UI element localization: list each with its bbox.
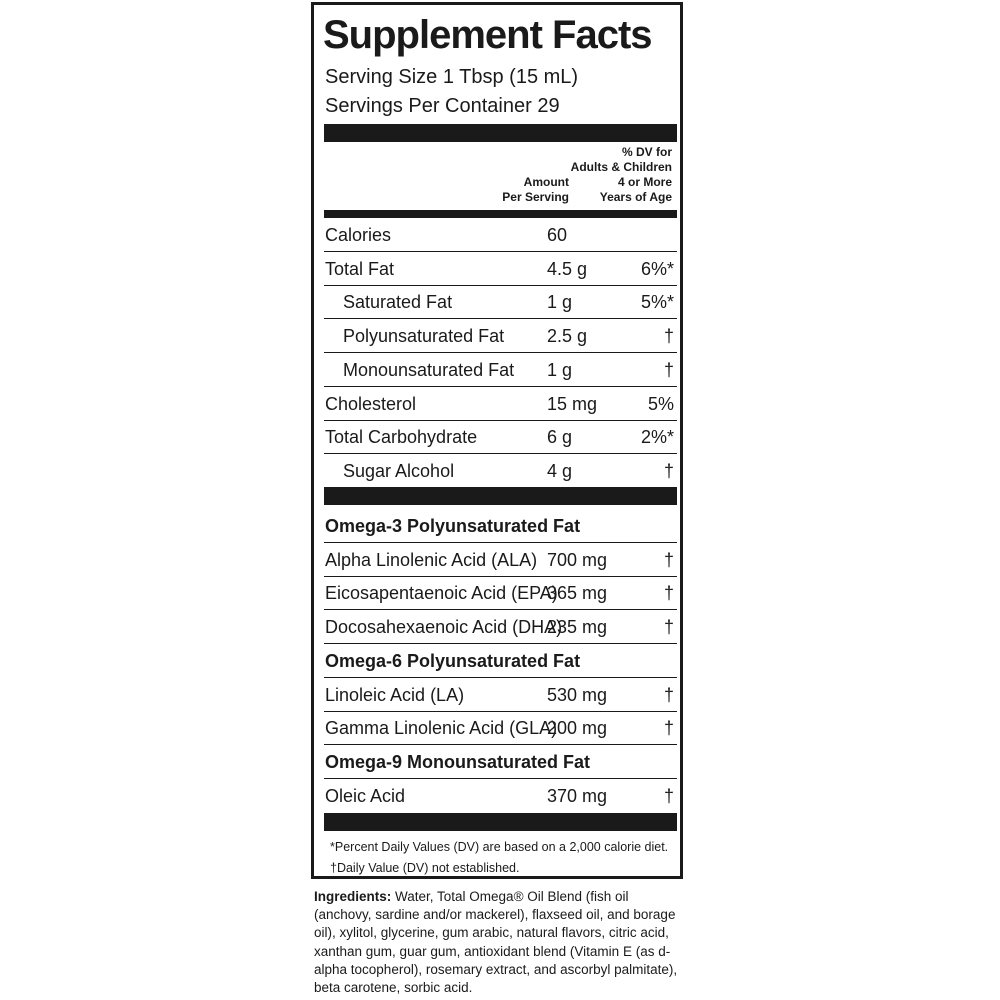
nutrient-amount: 1 g bbox=[547, 359, 573, 380]
section-heading-row bbox=[324, 509, 677, 543]
nutrient-daily-value: † bbox=[663, 359, 674, 380]
nutrient-amount: 235 mg bbox=[547, 617, 608, 638]
nutrient-name: Monounsaturated Fat bbox=[343, 359, 515, 380]
nutrient-daily-value: † bbox=[663, 549, 674, 570]
section-divider-header bbox=[324, 210, 677, 218]
nutrient-row bbox=[324, 252, 677, 286]
section-divider-middle bbox=[324, 487, 677, 505]
nutrient-daily-value: 5% bbox=[647, 393, 674, 414]
section-heading: Omega-3 Polyunsaturated Fat bbox=[325, 516, 581, 536]
nutrient-row bbox=[324, 420, 677, 454]
nutrient-row bbox=[324, 610, 677, 644]
servings-per-container: Servings Per Container 29 bbox=[325, 95, 560, 117]
nutrient-daily-value: † bbox=[663, 785, 674, 806]
nutrient-amount: 1 g bbox=[547, 292, 573, 313]
nutrient-daily-value: † bbox=[663, 460, 674, 481]
nutrient-row bbox=[324, 711, 677, 745]
section-divider-top bbox=[324, 124, 677, 142]
footnote-percent-dv: *Percent Daily Values (DV) are based on a 2,000 calorie diet. bbox=[330, 840, 669, 854]
ingredients-label: Ingredients: bbox=[314, 889, 392, 904]
nutrient-name: Total Fat bbox=[325, 258, 395, 279]
nutrient-amount: 60 bbox=[547, 225, 568, 245]
amount-column-header: Amount Per Serving bbox=[502, 175, 569, 204]
nutrient-name: Gamma Linolenic Acid (GLA) bbox=[325, 718, 558, 739]
nutrient-row bbox=[324, 353, 677, 387]
footnote-dv-not-established: †Daily Value (DV) not established. bbox=[330, 861, 520, 875]
supplement-facts-panel bbox=[311, 2, 683, 879]
section-heading-row bbox=[324, 745, 677, 779]
section-divider-bottom bbox=[324, 813, 677, 831]
nutrient-daily-value: † bbox=[663, 684, 674, 705]
nutrient-amount: 200 mg bbox=[547, 718, 608, 739]
nutrient-name: Alpha Linolenic Acid (ALA) bbox=[325, 549, 538, 570]
nutrient-row bbox=[324, 218, 677, 252]
nutrient-row bbox=[324, 454, 677, 488]
nutrient-name: Total Carbohydrate bbox=[325, 427, 478, 448]
nutrient-row bbox=[324, 285, 677, 319]
nutrient-row bbox=[324, 678, 677, 712]
section-heading: Omega-9 Monounsaturated Fat bbox=[325, 751, 591, 772]
section-heading-row bbox=[324, 644, 677, 678]
nutrient-name: Oleic Acid bbox=[325, 785, 406, 806]
section-heading: Omega-6 Polyunsaturated Fat bbox=[325, 650, 581, 671]
nutrient-row bbox=[324, 576, 677, 610]
nutrient-name: Eicosapentaenoic Acid (EPA) bbox=[325, 583, 558, 604]
nutrient-name: Polyunsaturated Fat bbox=[343, 326, 505, 347]
nutrient-daily-value: † bbox=[663, 326, 674, 347]
nutrient-name: Calories bbox=[325, 225, 392, 245]
nutrient-row bbox=[324, 387, 677, 421]
nutrient-amount: 365 mg bbox=[547, 583, 608, 604]
nutrient-daily-value: 5%* bbox=[640, 292, 674, 313]
nutrient-name: Docosahexaenoic Acid (DHA) bbox=[325, 617, 563, 638]
nutrient-daily-value: 2%* bbox=[640, 427, 674, 448]
nutrient-amount: 15 mg bbox=[547, 393, 598, 414]
nutrient-name: Linoleic Acid (LA) bbox=[325, 684, 465, 705]
nutrient-row bbox=[324, 779, 677, 813]
nutrient-amount: 700 mg bbox=[547, 549, 608, 570]
nutrient-amount: 2.5 g bbox=[547, 326, 588, 347]
nutrient-amount: 4 g bbox=[547, 460, 573, 481]
nutrient-name: Saturated Fat bbox=[343, 292, 453, 313]
nutrient-row bbox=[324, 543, 677, 577]
nutrient-amount: 530 mg bbox=[547, 684, 608, 705]
nutrient-amount: 4.5 g bbox=[547, 258, 588, 279]
nutrient-amount: 6 g bbox=[547, 427, 573, 448]
nutrient-daily-value: † bbox=[663, 583, 674, 604]
nutrient-daily-value: † bbox=[663, 718, 674, 739]
nutrient-amount: 370 mg bbox=[547, 785, 608, 806]
dv-column-header: % DV for Adults & Children 4 or More Years of Age bbox=[570, 145, 672, 204]
nutrient-name: Sugar Alcohol bbox=[343, 460, 455, 481]
panel-title: Supplement Facts bbox=[323, 13, 652, 57]
nutrient-name: Cholesterol bbox=[325, 393, 417, 414]
nutrient-daily-value: 6%* bbox=[640, 258, 674, 279]
serving-size: Serving Size 1 Tbsp (15 mL) bbox=[325, 66, 579, 88]
ingredients-text: Water, Total Omega® Oil Blend (fish oil (anchovy, sardine and/or mackerel), flaxseed oil, and borage oil), xylitol, glycerine, gum arabic, natural flavors, citric acid, xanthan gum, guar gum, antioxidant blend (Vitamin E (as d-alpha tocopherol), rosemary extract, and ascorbyl palmitate), beta carotene, sorbic acid. bbox=[314, 889, 678, 996]
nutrient-daily-value: † bbox=[663, 617, 674, 638]
ingredients-statement bbox=[314, 888, 686, 997]
nutrient-row bbox=[324, 319, 677, 353]
